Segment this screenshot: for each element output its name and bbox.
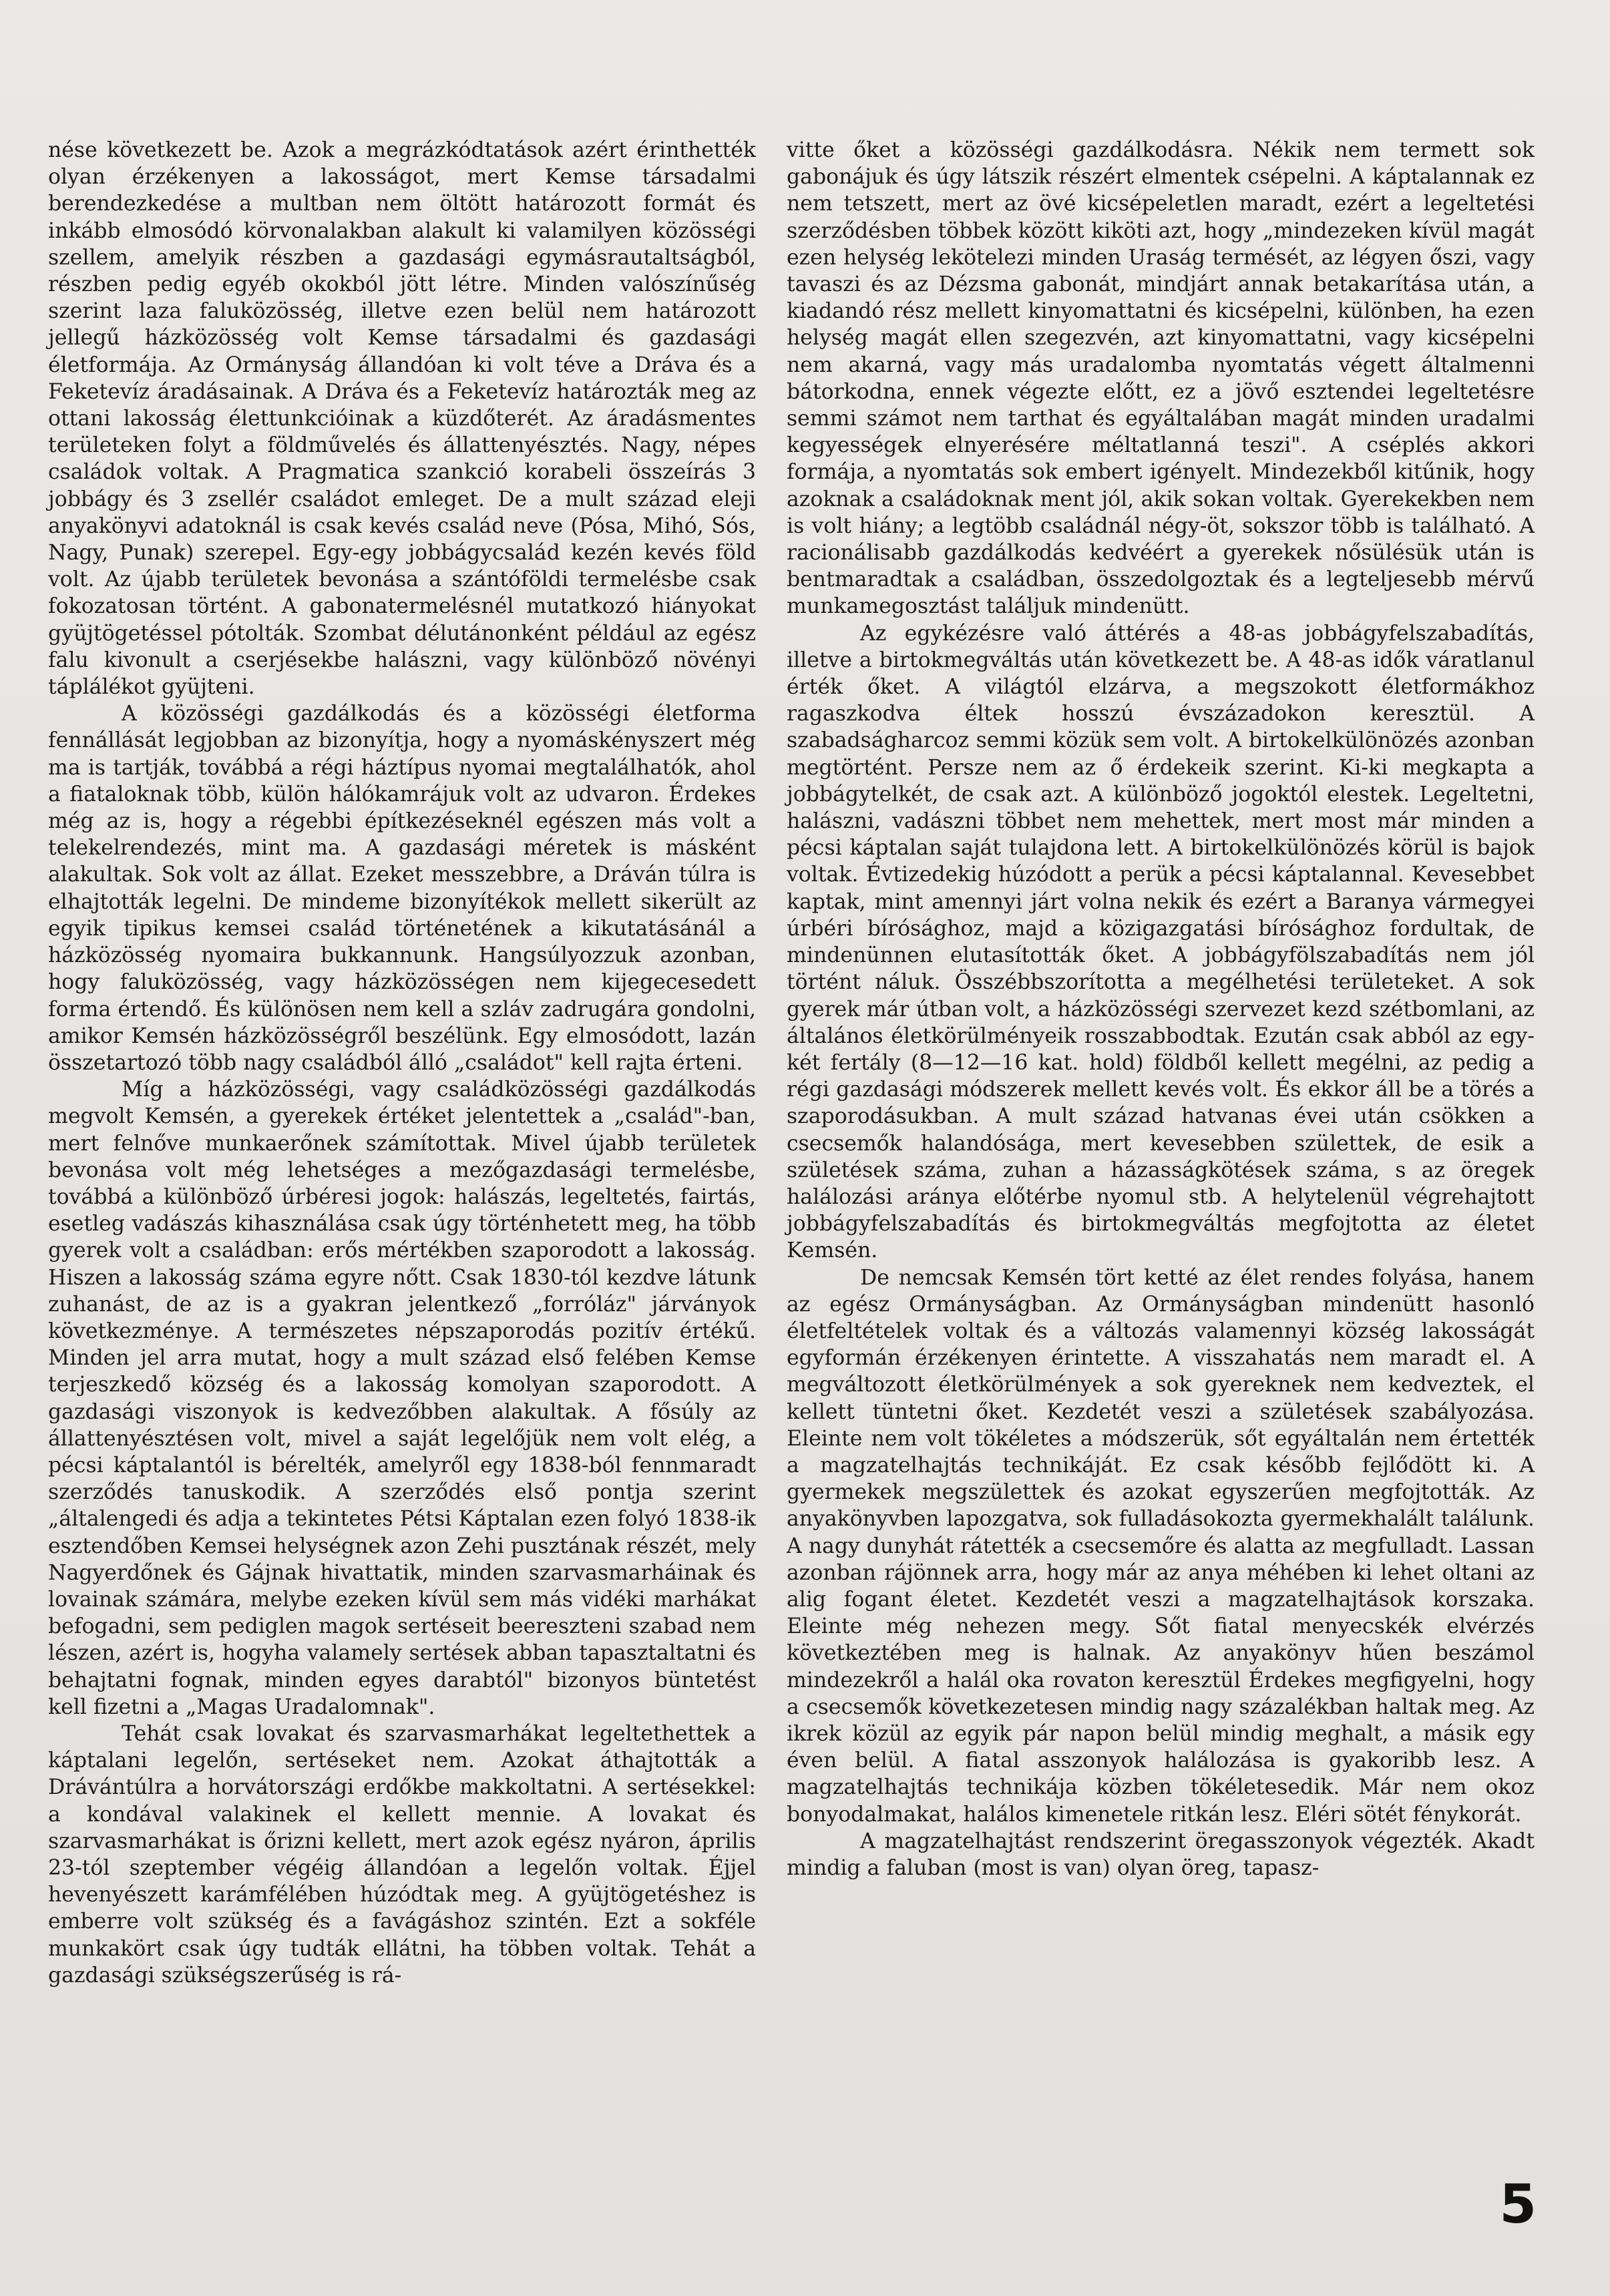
paragraph: A közösségi gazdálkodás és a közösségi életforma fennállását legjobban az bizonyítja, hogy a nyomáskényszert még ma is tartják, továbbá a régi háztípus nyomai megtalálhatók, ahol a fiataloknak több, külön hálókamrájuk volt az udvaron. Érdekes még az is, hogy a régebbi építkezéseknél egészen más volt a telekelrendezés, mint ma. A gazdasági méretek is másként alakultak. Sok volt az állat. Ezeket messzebbre, a Dráván túlra is elhajtották legelni. De mindeme bizonyítékok mellett sikerült az egyik tipikus kemsei család történetének a kikutatásánál a házközösség nyomaira bukkannunk. Hangsúlyozzuk azonban, hogy faluközösség, vagy házközösségen nem kijegecesedett forma értendő. És különösen nem kell a szláv zadrugára gondolni, amikor Kemsén házközösségről beszélünk. Egy elmosódott, lazán összetartozó több nagy családból álló „családot" kell rajta érteni. bbox=[48, 702, 756, 1075]
paragraph: A magzatelhajtást rendszerint öregasszonyok végezték. Akadt mindig a faluban (most is van) olyan öreg, tapasz- bbox=[787, 1829, 1535, 1880]
paragraph: vitte őket a közösségi gazdálkodásra. Nékik nem termett sok gabonájuk és úgy látszik részért elmentek csépelni. A káptalannak ez nem tetszett, mert az övé kicsépeletlen maradt, ezért a legeltetési szerződésben többek között kiköti azt, hogy „mindezeken kívül magát ezen helység lekötelezi minden Uraság termését, az légyen őszi, vagy tavaszi és az Dézsma gabonát, mindjárt annak betakarítása után, a kiadandó rész mellett kinyomattatni és kicsépelni, különben, ha ezen helység magát ellen szegezvén, azt kinyomattatni, vagy kicsépelni nem akarná, vagy más uradalomba nyomtatás végett általmenni bátorkodna, ennek végezte előtt, ez a jövő esztendei legeltetésre semmi számot nem tarthat és egyáltalában magát minden uradalmi kegyességek elnyerésére méltatlanná teszi". A cséplés akkori formája, a nyomtatás sok embert igényelt. Mindezekből kitűnik, hogy azoknak a családoknak ment jól, akik sokan voltak. Gyerekekben nem is volt hiány; a legtöbb családnál négy-öt, sokszor több is található. A racionálisabb gazdálkodás kedvéért a gyerekek nősülésük után is bentmaradtak a családban, összedolgoztak és a legteljesebb mérvű munkamegosztást találjuk mindenütt. bbox=[787, 138, 1535, 619]
right-column bbox=[787, 137, 1535, 1881]
paragraph: Tehát csak lovakat és szarvasmarhákat legeltethettek a káptalani legelőn, sertéseket nem. Azokat áthajtották a Drávántúlra a horvátországi erdőkbe makkoltatni. A sertésekkel: a kondával valakinek el kellett mennie. A lovakat és szarvasmarhákat is őrizni kellett, mert azok egész nyáron, április 23-tól szeptember végéig állandóan a legelőn voltak. Éjjel hevenyészett karámfélében húzódtak meg. A gyüjtögetéshez is emberre volt szükség és a favágáshoz szintén. Ezt a sokféle munkakört csak úgy tudták ellátni, ha többen voltak. Tehát a gazdasági szükségszerűség is rá- bbox=[48, 1721, 756, 1988]
left-column bbox=[48, 137, 756, 1989]
paragraph: De nemcsak Kemsén tört ketté az élet rendes folyása, hanem az egész Ormányságban. Az Ormányságban mindenütt hasonló életfeltételek voltak és a változás valamennyi község lakosságát egyformán érzékenyen érintette. A visszahatás nem maradt el. A megváltozott életkörülmények a sok gyereknek nem kedveztek, el kellett tüntetni őket. Kezdetét veszi a születések szabályozása. Eleinte nem volt tökéletes a módszerük, sőt egyáltalán nem értették a magzatelhajtás technikáját. Ez csak később fejlődött ki. A gyermekek megszülettek és azokat egyszerűen megfojtották. Az anyakönyvben lapozgatva, sok fulladásokozta gyermekhalált találunk. A nagy dunyhát rátették a csecsemőre és alatta az megfulladt. Lassan azonban rájönnek arra, hogy már az anya méhében ki lehet oltani az alig fogant életet. Kezdetét veszi a magzatelhajtások korszaka. Eleinte még nehezen megy. Sőt fiatal menyecskék elvérzés következtében meg is halnak. Az anyakönyv hűen beszámol mindezekről a halál oka rovaton keresztül Érdekes megfigyelni, hogy a csecsemők következetesen mindig nagy százalékban haltak meg. Az ikrek közül az egyik pár napon belül mindig meghalt, a másik egy éven belül. A fiatal asszonyok halálozása is gyakoribb lesz. A magzatelhajtás technikája közben tökéletesedik. Már nem okoz bonyodalmakat, halálos kimenetele ritkán lesz. Eléri sötét fénykorát. bbox=[787, 1265, 1535, 1827]
page-number: 5 bbox=[1499, 2173, 1537, 2235]
paragraph: Míg a házközösségi, vagy családközösségi gazdálkodás megvolt Kemsén, a gyerekek értéket jelentettek a „család"-ban, mert felnőve munkaerőnek számítottak. Mivel újabb területek bevonása volt még lehetséges a mezőgazdasági termelésbe, továbbá a különböző úrbéresi jogok: halászás, legeltetés, fairtás, esetleg vadászás kihasználása csak úgy történhetett meg, ha több gyerek volt a családban: erős mértékben szaporodott a lakosság. Hiszen a lakosság száma egyre nőtt. Csak 1830-tól kezdve látunk zuhanást, de az is a gyakran jelentkező „forróláz" járványok következménye. A természetes népszaporodás pozitív értékű. Minden jel arra mutat, hogy a mult század első felében Kemse terjeszkedő község és a lakosság komolyan szaporodott. A gazdasági viszonyok is kedvezőbben alakultak. A fősúly az állattenyésztésen volt, mivel a saját legelőjük nem volt elég, a pécsi káptalantól is bérelték, amelyről egy 1838-ból fennmaradt szerződés tanuskodik. A szerződés első pontja szerint „általengedi és adja a tekintetes Pétsi Káptalan ezen folyó 1838-ik esztendőben Kemsei helységnek azon Zehi pusztának részét, mely Nagyerdőnek és Gájnak hivattatik, minden szarvasmarháinak és lovainak számára, melybe ezeken kívül sem más vidéki marhákat befogadni, sem pediglen magok sertéseit beereszteni szabad nem lészen, azért is, hogyha valamely sertések abban tapasztaltatni és behajtatni fognak, minden egyes darabtól" bizonyos büntetést kell fizetni a „Magas Uradalomnak". bbox=[48, 1078, 756, 1719]
paragraph: nése következett be. Azok a megrázkódtatások azért érinthették olyan érzékenyen a lakosságot, mert Kemse társadalmi berendezkedése a multban nem öltött határozott formát és inkább elmosódó körvonalakban alakult ki valamilyen közösségi szellem, amelyik részben a gazdasági egymásrautaltságból, részben pedig egyéb okokból jött létre. Minden valószínűség szerint laza faluközösség, illetve ezen belül nem határozott jellegű házközösség volt Kemse társadalmi és gazdasági életformája. Az Ormányság állandóan ki volt téve a Dráva és a Feketevíz áradásainak. A Dráva és a Feketevíz határozták meg az ottani lakosság élettunkcióinak a küzdőterét. Az áradásmentes területeken folyt a földművelés és állattenyésztés. Nagy, népes családok voltak. A Pragmatica szankció korabeli összeírás 3 jobbágy és 3 zsellér családot emleget. De a mult század eleji anyakönyvi adatoknál is csak kevés család neve (Pósa, Mihó, Sós, Nagy, Punak) szerepel. Egy-egy jobbágycsalád kezén kevés föld volt. Az újabb területek bevonása a szántóföldi termelésbe csak fokozatosan történt. A gabonatermelésnél mutatkozó hiányokat gyüjtögetéssel pótolták. Szombat délutánonként például az egész falu kivonult a cserjésekbe halászni, vagy különböző növényi táplálékot gyüjteni. bbox=[48, 138, 756, 700]
paragraph: Az egykézésre való áttérés a 48-as jobbágyfelszabadítás, illetve a birtokmegváltás után következett be. A 48-as idők váratlanul érték őket. A világtól elzárva, a megszokott életformákhoz ragaszkodva éltek hosszú évszázadokon keresztül. A szabadságharcoz semmi közük sem volt. A birtokelkülönözés azonban megtörtént. Persze nem az ő érdekeik szerint. Ki-ki megkapta a jobbágytelkét, de csak azt. A különböző jogoktól elestek. Legeltetni, halászni, vadászni többet nem mehettek, mert most már minden a pécsi káptalan saját tulajdona lett. A birtokelkülönözés körül is bajok voltak. Évtizedekig húzódott a perük a pécsi káptalannal. Kevesebbet kaptak, mint amennyi járt volna nekik és ezért a Baranya vármegyei úrbéri bírósághoz, majd a közigazgatási bírósághoz fordultak, de mindenünnen elutasították őket. A jobbágyfölszabadítás nem jól történt náluk. Összébbszorította a megélhetési területeket. A sok gyerek már útban volt, a házközösségi szervezet kezd szétbomlani, az általános életkörülményeik rosszabbodtak. Ezután csak abból az egy-két fertály (8—12—16 kat. hold) földből kellett megélni, az pedig a régi gazdasági módszerek mellett kevés volt. És ekkor áll be a törés a szaporodásukban. A mult század hatvanas évei után csökken a csecsemők halandósága, mert kevesebben születtek, de esik a születések száma, zuhan a házasságkötések száma, s az öregek halálozási aránya előtérbe nyomul stb. A helytelenül végrehajtott jobbágyfelszabadítás és birtokmegváltás megfojtotta az életet Kemsén. bbox=[787, 621, 1535, 1263]
